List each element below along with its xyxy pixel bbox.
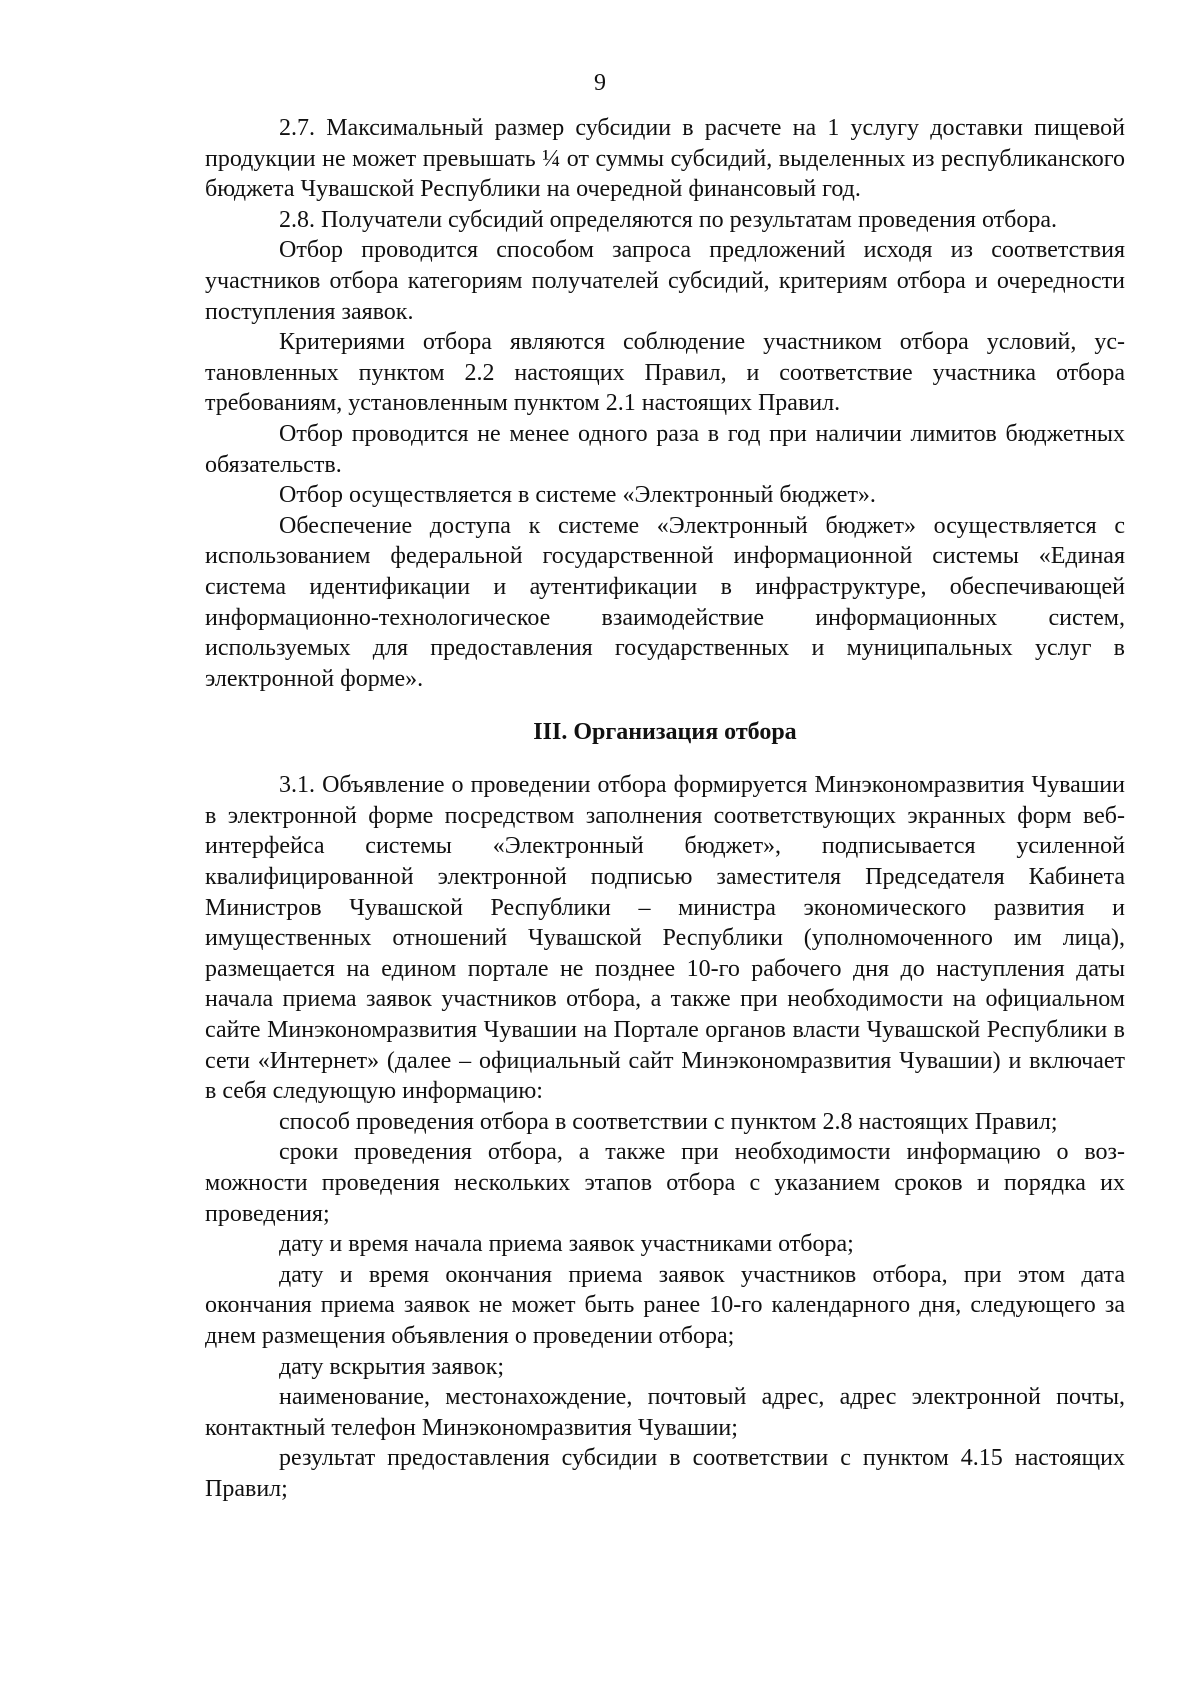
page-number: 9 <box>594 70 606 96</box>
list-item-end-date: дату и время окончания приема заявок участников отбора, при этом дата окончания приема заявок не может быть ранее 10-го календарного дня, следующего за днем размещения объявления о проведении отбора; <box>205 1261 1125 1349</box>
paragraph-3-1: 3.1. Объявление о проведении отбора формируется Минэкономразвития Чувашии в электронной форме посредством заполнения соответствующих экранных форм веб-интерфейса системы «Электронный бюджет», подписывается усиленной квалифицированной электронной подписью заместителя Председателя Кабинета Министров Чувашской Республики – министра экономического развития и имущественных отношений Чувашской Республики (уполномоченного им лица), размещается на едином портале не позднее 10-го рабочего дня до наступления даты начала приема заявок участников отбора, а также при необходимости на официальном сайте Минэкономразвития Чувашии на Портале органов власти Чувашской Республики в сети «Интернет» (далее – официальный сайт Минэкономразвития Чувашии) и включает в себя следующую информацию: <box>205 772 1125 1105</box>
list-item-contacts: наименование, местонахождение, почтовый адрес, адрес электронной почты, контактный телефон Минэкономразвития Чувашии; <box>205 1384 1125 1441</box>
paragraph-selection-method: Отбор проводится способом запроса предложений исходя из соответствия участников отбора категориям получателей субсидий, критериям отбора и очередности поступления заявок. <box>205 237 1125 325</box>
paragraph-access-provision: Обеспечение доступа к системе «Электронный бюджет» осуществляется с использованием федеральной государственной информационной системы «Единая система идентификации и аутентификации в инфраструктуре, обеспечивающей информационно-технологическое взаимодействие информационных систем, используемых для предоставления государственных и муниципальных услуг в электронной форме». <box>205 512 1125 692</box>
paragraph-2-8: 2.8. Получатели субсидий определяются по результатам проведения отбора. <box>279 206 1057 233</box>
section-title: III. Организация отбора <box>533 719 797 746</box>
paragraph-2-7: 2.7. Максимальный размер субсидии в расчете на 1 услугу доставки пищевой продукции не может превышать ¼ от суммы субсидий, выделенных из республиканского бюджета Чувашской Республики на очередной финансовый год. <box>205 115 1125 203</box>
list-item-result: результат предоставления субсидии в соответствии с пунктом 4.15 настоящих Правил; <box>205 1445 1125 1502</box>
list-item-method: способ проведения отбора в соответствии с пунктом 2.8 настоящих Правил; <box>279 1108 1058 1135</box>
list-item-start-date: дату и время начала приема заявок участниками отбора; <box>279 1231 854 1258</box>
list-item-opening-date: дату вскрытия заявок; <box>279 1353 505 1380</box>
paragraph-selection-criteria: Критериями отбора являются соблюдение участником отбора условий, установленных пунктом 2.2 настоящих Правил, и соответствие участника отбора требованиям, установленным пунктом 2.1 настоящих Правил. <box>205 329 1125 417</box>
list-item-terms: сроки проведения отбора, а также при необходимости информацию о возможности проведения нескольких этапов отбора с указанием сроков и порядка их проведения; <box>205 1139 1125 1227</box>
document-body <box>205 113 1125 1505</box>
paragraph-selection-frequency: Отбор проводится не менее одного раза в год при наличии лимитов бюджетных обязательств. <box>205 420 1125 478</box>
paragraph-electronic-budget: Отбор осуществляется в системе «Электронный бюджет». <box>279 482 876 509</box>
